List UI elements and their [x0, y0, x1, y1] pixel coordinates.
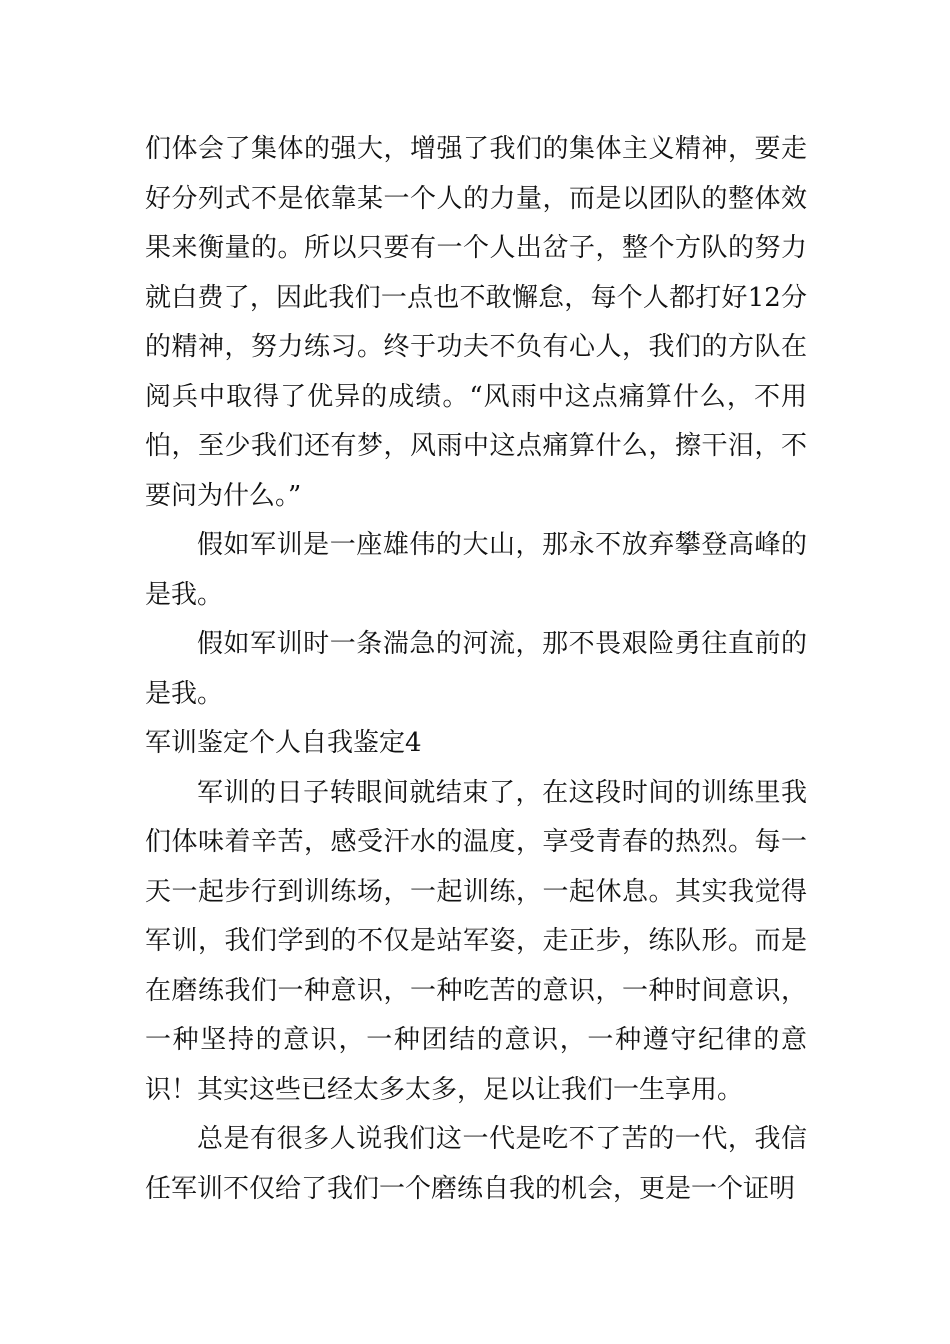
paragraph-2: 假如军训是一座雄伟的大山，那永不放弃攀登高峰的是我。 [145, 530, 807, 610]
section-title: 军训鉴定个人自我鉴定4 [145, 728, 422, 758]
paragraph-1: 们体会了集体的强大，增强了我们的集体主义精神，要走好分列式不是依靠某一个人的力量，而是以团队的整体效果来衡量的。所以只要有一个人出岔子，整个方队的努力就白费了，因此我们一点也不敢懈怠，每个人都打好12分的精神，努力练习。终于功夫不负有心人，我们的方队在阅兵中取得了优异的成绩。“风雨中这点痛算什么，不用怕，至少我们还有梦，风雨中这点痛算什么，擦干泪，不要问为什么。” [145, 134, 807, 511]
paragraph-3: 假如军训时一条湍急的河流，那不畏艰险勇往直前的是我。 [145, 629, 807, 709]
paragraph-4: 军训的日子转眼间就结束了，在这段时间的训练里我们体味着辛苦，感受汗水的温度，享受青春的热烈。每一天一起步行到训练场，一起训练，一起休息。其实我觉得军训，我们学到的不仅是站军姿，走正步，练队形。而是在磨练我们一种意识，一种吃苦的意识，一种时间意识，一种坚持的意识，一种团结的意识，一种遵守纪律的意识！其实这些已经太多太多，足以让我们一生享用。 [145, 777, 807, 1105]
document-page [145, 125, 807, 1214]
paragraph-5: 总是有很多人说我们这一代是吃不了苦的一代，我信任军训不仅给了我们一个磨练自我的机会，更是一个证明 [145, 1124, 807, 1204]
